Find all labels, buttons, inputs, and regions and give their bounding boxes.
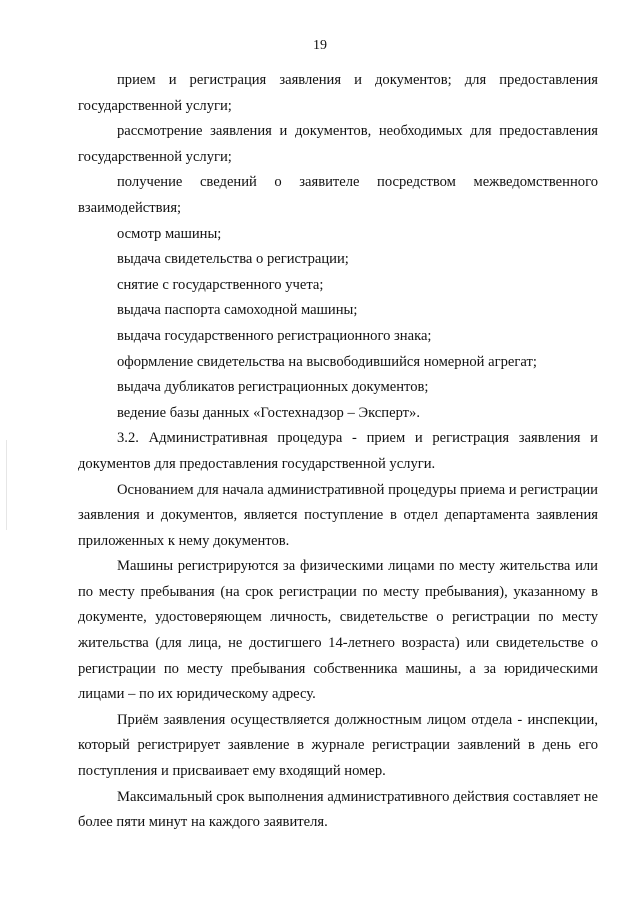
paragraph-2: рассмотрение заявления и документов, необходимых для предоставления государственной услуги; bbox=[78, 123, 598, 165]
paragraph-6: снятие с государственного учета; bbox=[117, 276, 324, 293]
paragraph-3: получение сведений о заявителе посредством межведомственного взаимодействия; bbox=[78, 174, 598, 216]
paragraph-basis: Основанием для начала административной процедуры приема и регистрации заявления и документов, является поступление в отдел департамента заявления приложенных к нему документов. bbox=[78, 481, 598, 549]
paragraph-11: ведение базы данных «Гостехнадзор – Эксперт». bbox=[117, 404, 420, 421]
paragraph-registration-place: Машины регистрируются за физическими лицами по месту жительства или по месту пребывания (на срок регистрации по месту пребывания), указанному в документе, удостоверяющем личность, свидетельстве о регистрации по месту жительства (для лица, не достигшего 14-летнего возраста) или свидетельстве о регистрации по месту пребывания собственника машины, а за юридическими лицами – по их юридическому адресу. bbox=[78, 558, 598, 703]
paragraph-7: выдача паспорта самоходной машины; bbox=[117, 302, 358, 319]
scan-margin-mark bbox=[6, 440, 7, 530]
paragraph-9: оформление свидетельства на высвободившийся номерной агрегат; bbox=[117, 353, 537, 370]
section-3-2-heading-paragraph: 3.2. Административная процедура - прием и регистрация заявления и документов для предоставления государственной услуги. bbox=[78, 430, 598, 472]
paragraph-1: прием и регистрация заявления и документов; для предоставления государственной услуги; bbox=[78, 72, 598, 114]
paragraph-5: выдача свидетельства о регистрации; bbox=[117, 251, 349, 268]
page-number: 19 bbox=[313, 38, 327, 53]
paragraph-acceptance: Приём заявления осуществляется должностным лицом отдела - инспекции, который регистрирует заявление в журнале регистрации заявлений в день его поступления и присваивает ему входящий номер. bbox=[78, 711, 598, 780]
paragraph-max-time: Максимальный срок выполнения административного действия составляет не более пяти минут на каждого заявителя. bbox=[78, 788, 598, 831]
paragraph-10: выдача дубликатов регистрационных документов; bbox=[117, 379, 429, 396]
paragraph-8: выдача государственного регистрационного знака; bbox=[117, 327, 432, 344]
paragraph-4: осмотр машины; bbox=[117, 225, 222, 242]
document-body bbox=[78, 68, 598, 836]
